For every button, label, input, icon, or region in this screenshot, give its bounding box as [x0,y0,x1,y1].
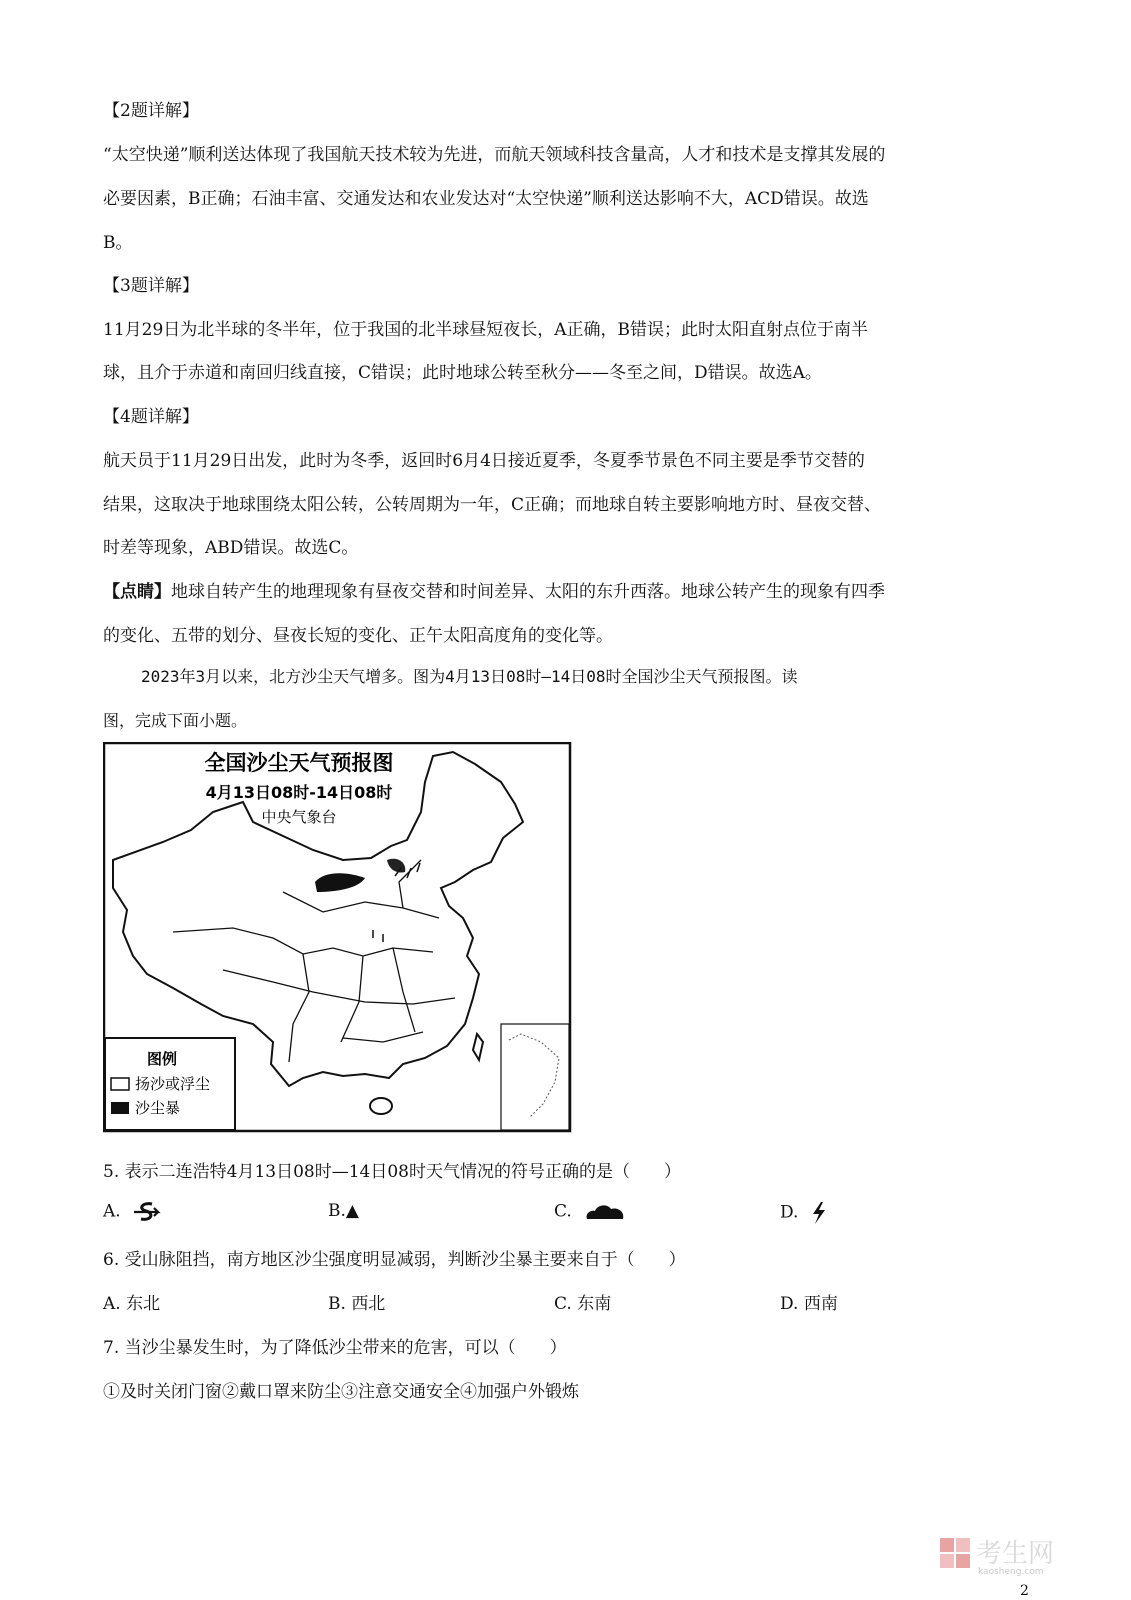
q6-option-d[interactable]: D. 西南 [780,1294,838,1314]
section-heading-4: 【4题详解】 [103,407,199,427]
section-line: 必要因素，B正确；石油丰富、交通发达和农业发达对“太空快递”顺利送达影响不大，ACD错误。故选 [103,189,869,209]
map-subtitle: 4月13日08时-14日08时 [205,783,393,802]
section-heading-3: 【3题详解】 [103,276,199,296]
section-line: “太空快递”顺利送达体现了我国航天技术较为先进，而航天领域科技含量高，人才和技术是支撑其发展的 [103,145,886,165]
q6-option-a[interactable]: A. 东北 [103,1294,161,1314]
dust-forecast-map [103,742,573,1134]
map-agency: 中央气象台 [261,808,337,826]
section-heading-2: 【2题详解】 [103,101,199,121]
q6-option-b[interactable]: B. 西北 [328,1294,386,1314]
map-title: 全国沙尘天气预报图 [204,751,394,775]
note-text: 地球自转产生的地理现象有昼夜交替和时间差异、太阳的东升西落。地球公转产生的现象有四季 [171,582,885,602]
section-line: 球，且介于赤道和南回归线直接，C错误；此时地球公转至秋分——冬至之间，D错误。故选A。 [103,363,822,383]
intro-line: 图，完成下面小题。 [103,711,248,730]
note-label: 【点睛】 [103,582,171,602]
triangle-icon: ▲ [345,1201,359,1221]
watermark-subtext: kaosheng.com [978,1567,1044,1576]
section-line: 结果，这取决于地球围绕太阳公转，公转周期为一年，C正确；而地球自转主要影响地方时、昼夜交替、 [103,495,882,515]
cloud-icon [583,1201,627,1223]
page-number: 2 [1020,1583,1029,1599]
lightning-icon [810,1201,828,1225]
section-line: B。 [103,233,133,253]
intro-line: 2023年3月以来，北方沙尘天气增多。图为4月13日08时—14日08时全国沙尘天气预报图。读 [141,667,798,686]
section-line: 航天员于11月29日出发，此时为冬季，返回时6月4日接近夏季，冬夏季节景色不同主要是季节交替的 [103,451,865,471]
watermark-text: 考生网 [976,1539,1055,1569]
note-line [103,577,885,602]
legend-item-dust: 扬沙或浮尘 [135,1075,211,1093]
section-line: 11月29日为北半球的冬半年，位于我国的北半球昼短夜长，A正确，B错误；此时太阳直射点位于南半 [103,320,869,340]
question-7-stem: 7. 当沙尘暴发生时，为了降低沙尘带来的危害，可以（ ） [103,1338,567,1358]
legend-item-sandstorm: 沙尘暴 [135,1099,181,1117]
section-line: 时差等现象，ABD错误。故选C。 [103,538,359,558]
note-line: 的变化、五带的划分、昼夜长短的变化、正午太阳高度角的变化等。 [103,626,613,646]
legend-swatch-sandstorm [111,1102,129,1114]
q6-option-c[interactable]: C. 东南 [554,1294,612,1314]
q5-option-b[interactable]: B.▲ [328,1201,359,1221]
question-7-items: ①及时关闭门窗②戴口罩来防尘③注意交通安全④加强户外锻炼 [103,1382,579,1402]
question-5-stem: 5. 表示二连浩特4月13日08时—14日08时天气情况的符号正确的是（ ） [103,1162,681,1182]
legend-title: 图例 [147,1050,178,1068]
question-6-stem: 6. 受山脉阻挡，南方地区沙尘强度明显减弱，判断沙尘暴主要来自于（ ） [103,1250,686,1270]
q5-option-c[interactable]: C. [554,1201,627,1223]
kaosheng-logo [940,1532,1100,1576]
sandstorm-symbol-icon [132,1201,162,1223]
q5-option-a[interactable]: A. [103,1201,162,1223]
legend-swatch-dust [111,1078,129,1090]
q5-option-d[interactable]: D. [780,1201,828,1225]
